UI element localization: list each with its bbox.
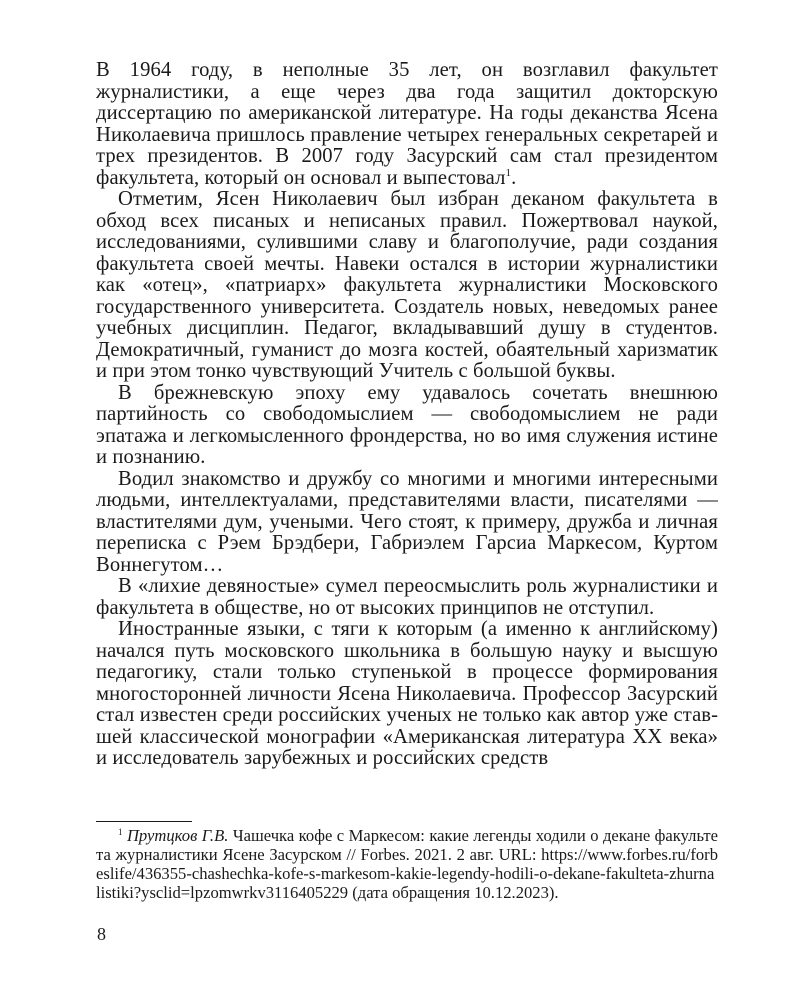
paragraph-1-text: В 1964 году, в неполные 35 лет, он возглавил факультет журналистики, а еще через два года защитил докторскую диссертацию по американской литературе. На годы деканства Ясена Николаевича пришлось правление четырех генеральных секретарей и трех президентов. В 2007 году Засурский сам стал президентом факультета, который он основал и выпестовал: [96, 59, 718, 189]
footnotes: [96, 826, 718, 902]
paragraph-1-end: .: [511, 166, 517, 189]
footnote-reference[interactable]: 1: [505, 166, 512, 179]
paragraph-1: [96, 60, 718, 189]
paragraph-5: В «лихие девяностые» сумел переосмыслить роль журналистики и факультета в обществе, но от высоких принципов не отступил.: [96, 575, 718, 619]
footnote-text: Чашечка кофе с Маркесом: какие легенды ходили о декане факультета журналистики Ясене Засурском // Forbes. 2021. 2 авг. URL: https://www.forbes.ru/forbeslife/436355-chashechka-kofe-s-markesom-kakie-legendy-hodili-o-dekane-fakulteta-zhurnalistiki?ysclid=lpzomwrkv3116405229 (дата обращения 10.12.2023).: [96, 826, 718, 902]
page-number: 8: [97, 924, 106, 944]
paragraph-6: Иностранные языки, с тяги к которым (а именно к английскому) начался путь московского школьника в большую науку и высшую педагогику, стали только ступенькой в процессе формирования многосторонней личности Ясена Николаевича. Профессор Засурский стал известен среди российских ученых не только как автор уже ставшей классической монографии «Американская литература XX века» и исследователь зарубежных и российских средств: [96, 618, 718, 769]
footnote-separator: [96, 821, 192, 822]
paragraph-2: Отметим, Ясен Николаевич был избран деканом факультета в обход всех писаных и неписаных правил. Пожертвовал наукой, исследованиями, сулившими славу и благополучие, ради создания факультета своей мечты. Навеки остался в истории журналистики как «отец», «патриарх» факультета журналистики Московского государственного университета. Создатель новых, неведомых ранее учебных дисциплин. Педагог, вкладывавший душу в студентов. Демократичный, гуманист до мозга костей, обаятельный харизматик и при этом тонко чувствующий Учитель с большой буквы.: [96, 188, 718, 382]
footnote-author: Прутцков Г.В.: [126, 826, 229, 845]
main-text: [96, 60, 718, 770]
paragraph-3: В брежневскую эпоху ему удавалось сочетать внешнюю партийность со свободомыслием — свободомыслием не ради эпатажа и легкомысленного фрондерства, но во имя служения истине и познанию.: [96, 381, 718, 468]
footnote-1: [96, 826, 718, 902]
footnote-mark: 1: [118, 827, 123, 837]
paragraph-4: Водил знакомство и дружбу со многими и многими интересными людьми, интеллектуалами, представителями власти, писателями — властителями дум, учеными. Чего стоят, к примеру, дружба и личная переписка с Рэем Брэдбери, Габриэлем Гарсиа Маркесом, Куртом Воннегутом…: [96, 467, 718, 576]
